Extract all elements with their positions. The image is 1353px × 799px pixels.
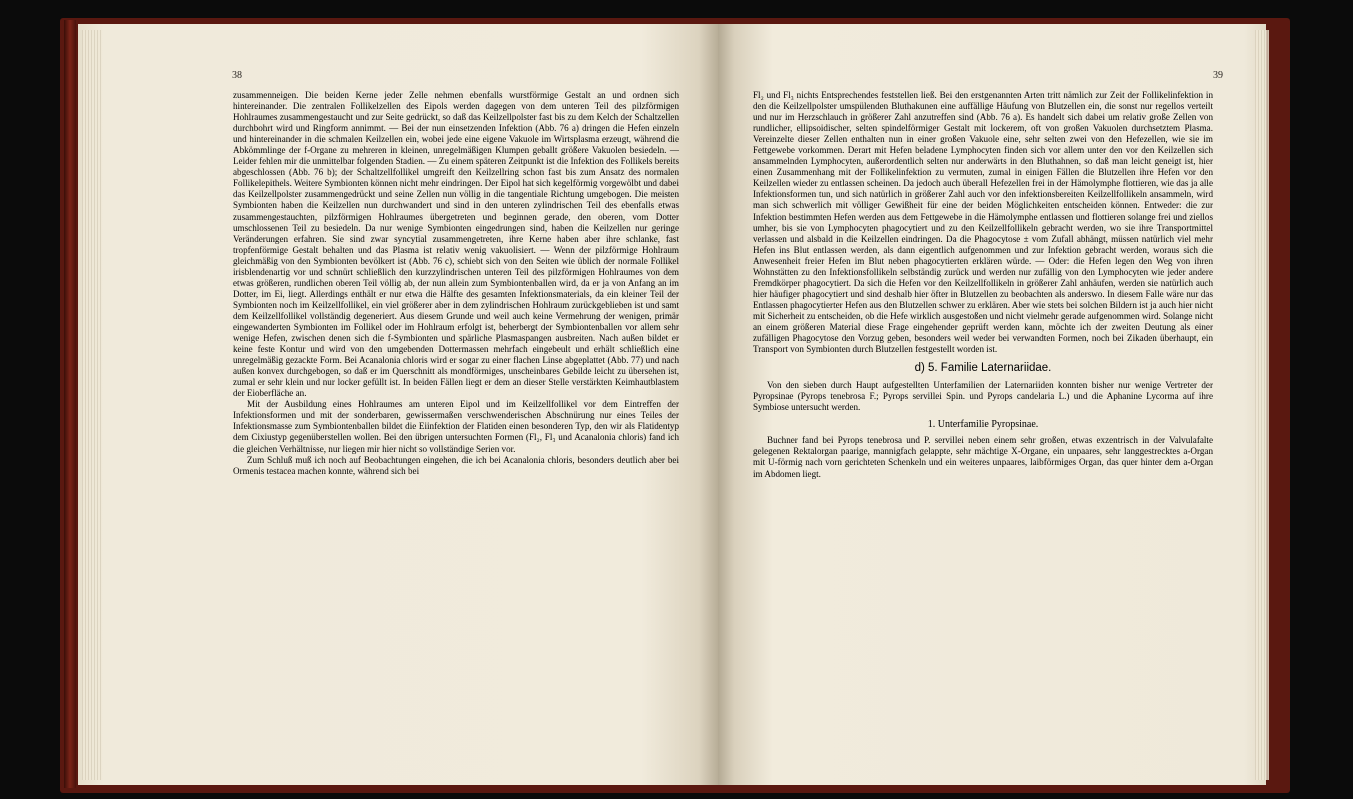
left-page-text xyxy=(233,90,679,477)
subsection-paragraph: Buchner fand bei Pyrops tenebrosa und P. servillei neben einem sehr großen, etwas exzentrisch in der Valvulafalte gelegenen Rektalorgan paarige, mannigfach gelappte, sehr mächtige X-Organe, ein unpaares, sehr langgestrecktes a-Organ mit U-förmig nach vorn gerichteten Schenkeln und ein weiteres unpaares, laibförmiges Organ, das quer hinter dem a-Organ im Abdomen liegt. xyxy=(753,435,1213,479)
subsection-heading: 1. Unterfamilie Pyropsinae. xyxy=(927,419,1039,431)
book-spine-edge xyxy=(64,20,76,788)
section-paragraph: Von den sieben durch Haupt aufgestellten Unterfamilien der Laternariiden konnten bisher nur wenige Vertreter der Pyropsinae (Pyrops tenebrosa F.; Pyrops servillei Spin. und Pyrops candelaria L.) und die Aphanine Lycorma auf ihre Symbiose untersucht werden. xyxy=(753,380,1213,413)
right-page-text xyxy=(753,90,1213,480)
left-paragraph-3: Zum Schluß muß ich noch auf Beobachtungen eingehen, die ich bei Acanalonia chloris, besonders deutlich aber bei Ormenis testacea machen konnte, während sich bei xyxy=(233,454,679,476)
right-paragraph-1: Fl₂ und Fl₃ nichts Entsprechendes feststellen ließ. Bei den erstgenannten Arten tritt nämlich zur Zeit der Follikelinfektion in den die Keilzellpolster umspülenden Bluthakunen eine auffällige Häufung von Blutzellen ein, die sonst nur regellos verteilt und nur im Herzschlauch in größerer Zahl anzutreffen sind (Abb. 76 a). Es handelt sich dabei um relativ große Zellen von rundlicher, ellipsoidischer, selten spindelförmiger Gestalt mit lockerem, oft von großen Vakuolen durchsetztem Plasma. Vereinzelte dieser Zellen enthalten nun in einer großen Vakuole eine, sehr selten zwei von den Hefezellen, wie sie im Fettgewebe vorkommen. Derart mit Hefen beladene Lymphocyten finden sich vor allem unter den vor den Keilzellen sich ansammelnden Lymphocyten, außerordentlich selten nur anderwärts in den Bluthahnen, so daß man leicht geneigt ist, hier einen Zusammenhang mit der Follikelinfektion zu vermuten, zumal in einigen Fällen die Blutzellen ihre Hefen vor den Keilzellen wieder zu entlassen scheinen. Da jedoch auch überall Hefezellen frei in der Hämolymphe flottieren, wie das ja alle Infektionsformen tun, und sich natürlich in größerer Zahl auch vor den infektionsbereiten Keilzellfollikeln ansammeln, wird man sich schwerlich mit völliger Gewißheit für eine der beiden Möglichkeiten entscheiden können. Entweder: die zur Infektion bestimmten Hefen werden aus dem Fettgewebe in die Hämolymphe entlassen und flottieren solange frei und ziellos umher, bis sie von Lymphocyten phagocytiert und zu den Keilzellfollikeln gebracht werden, wo sie ihre Transportmittel verlassen und alsbald in die Keilzellen eindringen. Da die Phagocytose ± vom Zufall abhängt, müssen natürlich viel mehr Hefen ins Blut entlassen werden, als dann eigentlich aufgenommen und zur Infektion gebracht werden, woraus sich die Anwesenheit freier Hefen im Blut neben phagocytierten erklären würde. — Oder: die Hefen legen den Weg von ihren Wohnstätten zu den Infektionsfollikeln selbständig zurück und werden nur zufällig von den Lymphocyten wie jeder andere Fremdkörper phagocytiert. Da sich die Hefen vor den Keilzellfollikeln in größerer Zahl anhäufen, werden sie natürlich auch hier häufiger phagocytiert und sind deshalb hier öfter in Blutzellen zu beobachten als anderswo. In diesem Falle wäre nur das Entlassen phagocytierter Hefen aus den Blutzellen schwer zu erklären. Aber wie stets bei solchen Bildern ist ja auch hier nicht mit Sicherheit zu entscheiden, ob die Hefe wirklich ausgestoßen und nicht vielmehr gerade aufgenommen wird. Solange nicht an einem größeren Material diese Frage eingehender geprüft werden kann, möchte ich der zweiten Deutung als einer zufälligen Phagocytose den Vorzug geben, besonders weil weder bei verwandten Formen, noch bei Zikaden überhaupt, ein Transport von Symbionten durch Blutzellen festgestellt worden ist. xyxy=(753,90,1213,355)
right-page-edges xyxy=(1255,30,1269,780)
left-paragraph-1: zusammenneigen. Die beiden Kerne jeder Zelle nehmen ebenfalls wurstförmige Gestalt an und ordnen sich hintereinander. Die zentralen Follikelzellen des Eipols werden dagegen von dem unteren Teil des pilzförmigen Hohlraumes zusammengestaucht und zur Seite gedrückt, so daß das Keilzellpolster fast bis zu dem Kelch der Schaltzellen durchbohrt wird und Ringform annimmt. — Bei der nun einsetzenden Infektion (Abb. 76 a) dringen die Hefen einzeln und hintereinander in die schmalen Keilzellen ein, wobei jede eine eigene Vakuole im Wirtsplasma erzeugt, während die Abkömmlinge der f-Organe zu mehreren in kleinen, unregelmäßigen Klumpen geballt größere Vakuolen besiedeln. — Leider fehlen mir die unmittelbar folgenden Stadien. — Zu einem späteren Zeitpunkt ist die Infektion des Follikels bereits abgeschlossen (Abb. 76 b); der Schaltzellfollikel umgreift den Keilzellring schon fast bis zum Ansatz des normalen Follikelepithels. Weitere Symbionten können nicht mehr eindringen. Der Eipol hat sich kegelförmig vorgewölbt und dabei das Keilzellpolster zusammengedrückt und seine Zellen nun völlig in die tangentiale Richtung umgebogen. Die meisten Symbionten haben die Keilzellen nun durchwandert und sind in den unteren zylindrischen Teil des ebenfalls etwas zusammengestauchten, pilzförmigen Hohlraumes übergetreten und beginnen gerade, den oberen, vom Dotter umschlossenen Teil zu besiedeln. Da nur wenige Symbionten eingedrungen sind, haben die Keilzellen nur geringe Veränderungen erfahren. Sie sind zwar syncytial zusammengetreten, ihre Kerne haben aber ihre schlanke, fast tropfenförmige Gestalt behalten und das Plasma ist relativ wenig vakuolisiert. — Wenn der pilzförmige Hohlraum gleichmäßig von den Symbionten bevölkert ist (Abb. 76 c), schiebt sich von den Seiten wie üblich der normale Follikel irisblendenartig vor und schnürt schließlich den kurzzylindrischen unteren Teil des pilzförmigen Hohlraumes von dem etwas größeren, rundlichen oberen Teil völlig ab, der nun allein zum Symbiontenballen wird, da er ja von Anfang an im Dotter, im Ei, liegt. Allerdings enthält er nur etwa die Hälfte des gesamten Infektionsmaterials, da ein kleiner Teil der Symbionten noch im Keilzellfollikel, ein viel größerer aber in dem zylindrischen Hohlraum zurückgeblieben ist und samt dem Keilzellfollikel vollständig degeneriert. Aus diesem Grunde und weil auch keine Vermehrung der wenigen, primär eingewanderten Symbionten im Follikel oder im Hohlraum erfolgt ist, beherbergt der Symbiontenballen vor allem sehr wenige Hefen, zwischen denen sich die f-Symbionten und spärliche Plasmaspangen ausbreiten. Nach außen bildet er keine feste Kontur und wird von den umgebenden Dottermassen mehrfach eingebeult und erhält schließlich eine unregelmäßig gezackte Form. Bei Acanalonia chloris wird er sogar zu einer flachen Linse abgeplattet (Abb. 77) und nach außen konvex durchgebogen, so daß er im Querschnitt als mondförmiges, unscheinbares Gebilde leicht zu übersehen ist, zumal er sehr klein und nur locker gefüllt ist. In beiden Fällen liegt er dem an dieser Stelle verstärkten Keimhautblastem der Eioberfläche an. xyxy=(233,90,679,399)
left-page-number: 38 xyxy=(232,70,242,81)
section-heading: d) 5. Familie Laternariidae. xyxy=(914,362,1052,375)
right-page-number: 39 xyxy=(1213,70,1223,81)
left-page-edges xyxy=(82,30,102,780)
left-paragraph-2: Mit der Ausbildung eines Hohlraumes am unteren Eipol und im Keilzellfollikel vor dem Eintreffen der Infektionsformen und mit der sonderbaren, gewissermaßen verschwenderischen Abschnürung nur eines Teiles der Infektionsmasse zum Symbiontenballen bildet die Eiinfektion der Flatiden einen besonderen Typ, den wir als Flatidentyp dem Cixiustyp gegenüberstellen wollen. Bei den übrigen untersuchten Formen (Fl₂, Fl₃ und Acanalonia chloris) fand ich die gleichen Verhältnisse, nur liegen mir hier nicht so vollständige Serien vor. xyxy=(233,399,679,454)
